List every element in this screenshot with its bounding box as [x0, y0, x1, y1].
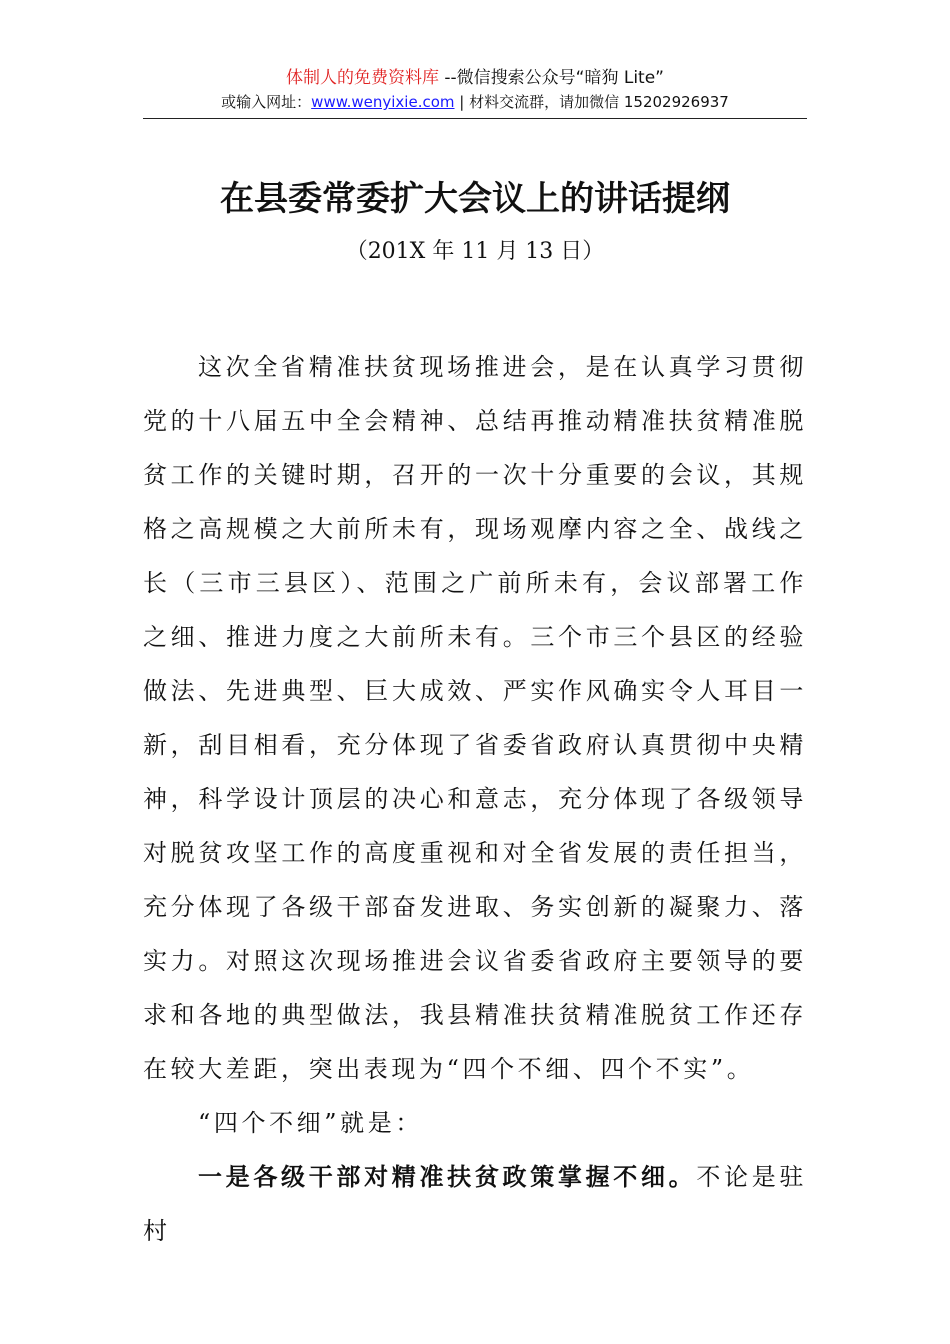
document-body: [143, 340, 807, 1258]
header-divider: [143, 118, 807, 119]
brand-name: 体制人的免费资料库: [285, 68, 439, 88]
paragraph-point-one: [143, 1150, 807, 1258]
website-link[interactable]: www.wenyixie.com: [311, 93, 455, 111]
header-contact-line: [0, 90, 950, 114]
url-prefix: 或输入网址：: [221, 93, 312, 111]
page-header: [0, 66, 950, 114]
document-date: （201X 年 11 月 13 日）: [345, 239, 605, 264]
paragraph-four-not-detailed: “四个不细”就是：: [198, 1109, 423, 1137]
point-one-text: 不论是驻村: [143, 1163, 807, 1245]
paragraph-intro: 这次全省精准扶贫现场推进会，是在认真学习贯彻党的十八届五中全会精神、总结再推动精准扶贫精准脱贫工作的关键时期，召开的一次十分重要的会议，其规格之高规模之大前所未有，现场观摩内容之全、战线之长（三市三县区）、范围之广前所未有，会议部署工作之细、推进力度之大前所未有。三个市三个县区的经验做法、先进典型、巨大成效、严实作风确实令人耳目一新，刮目相看，充分体现了省委省政府认真贯彻中央精神，科学设计顶层的决心和意志，充分体现了各级领导对脱贫攻坚工作的高度重视和对全省发展的责任担当，充分体现了各级干部奋发进取、务实创新的凝聚力、落实力。对照这次现场推进会议省委省政府主要领导的要求和各地的典型做法，我县精准扶贫精准脱贫工作还存在较大差距，突出表现为“四个不细、四个不实”。: [143, 353, 807, 1083]
contact-info: | 材料交流群，请加微信 15202926937: [454, 93, 729, 111]
header-brand-line: [0, 66, 950, 90]
document-title: 在县委常委扩大会议上的讲话提纲: [220, 179, 730, 219]
wechat-note: --微信搜索公众号“暗狗 Lite”: [438, 68, 664, 88]
point-one-heading: 一是各级干部对精准扶贫政策掌握不细。: [198, 1162, 697, 1191]
